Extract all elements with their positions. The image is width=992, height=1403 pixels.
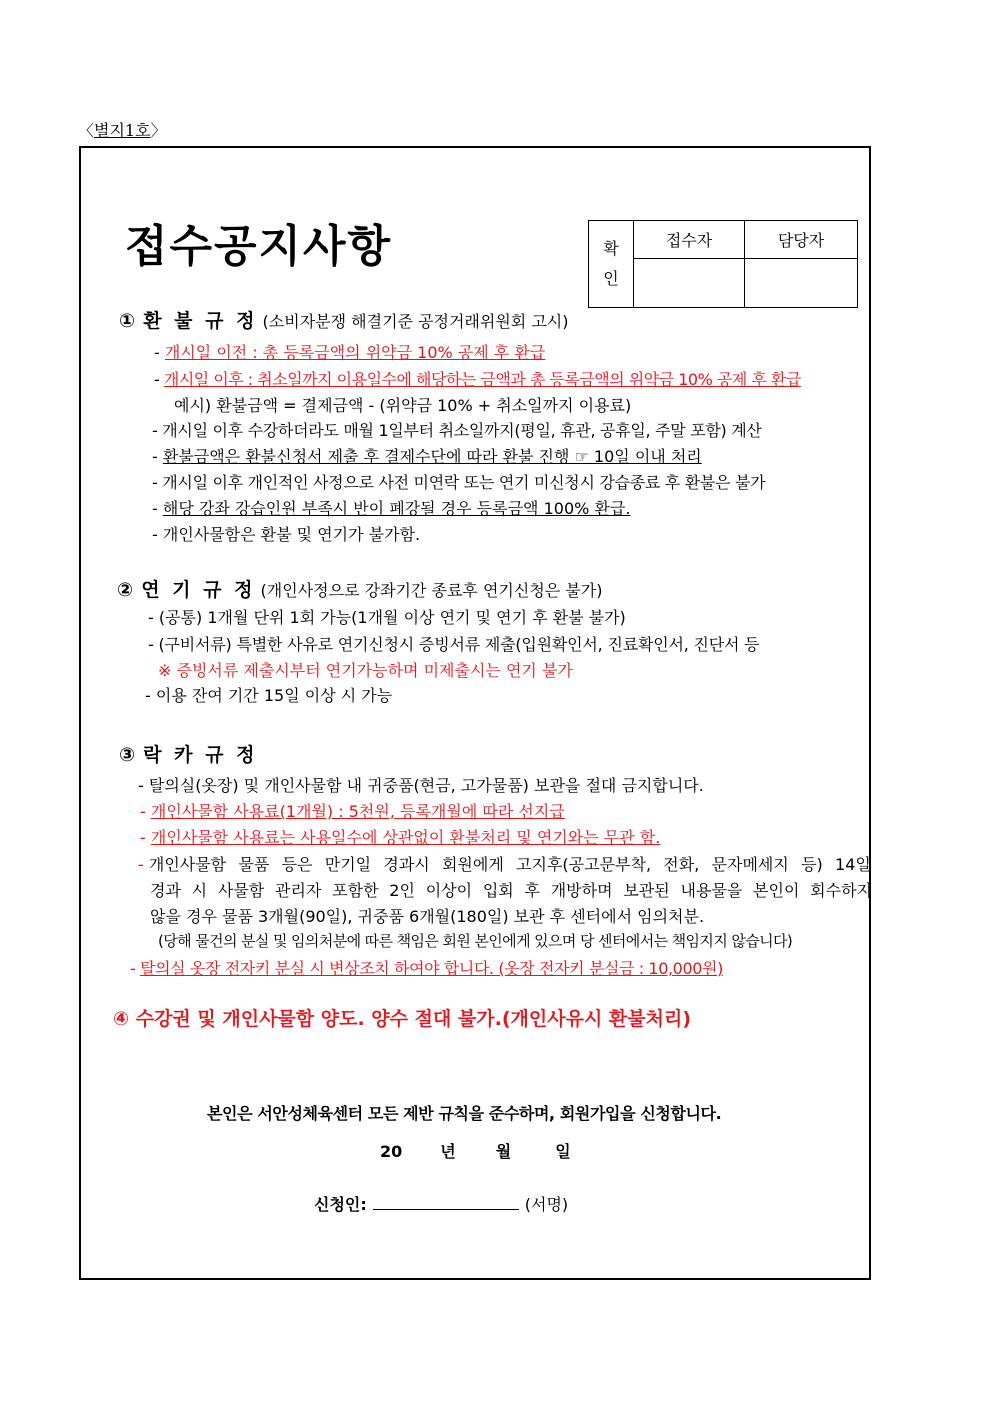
sec1-item: - 개시일 이후 : 취소일까지 이용일수에 해당하는 금액과 총 등록금액의 위약금 10% 공제 후 환급 (154, 370, 801, 389)
receiver-header: 접수자 (634, 221, 745, 259)
signature-line: 신청인: (서명) (314, 1195, 569, 1214)
sec1-item: - 개인사물함은 환불 및 연기가 불가함. (152, 525, 421, 544)
manager-sign-cell (745, 259, 858, 308)
sec3-item-cont: 경과 시 사물함 관리자 포함한 2인 이상이 입회 후 개방하며 보관된 내용물을 본인이 회수하지 (150, 881, 872, 900)
page-title: 접수공지사항 (125, 221, 393, 272)
pledge-text: 본인은 서안성체육센터 모든 제반 규칙을 준수하며, 회원가입을 신청합니다. (207, 1104, 722, 1123)
sec3-item: - 탈의실 옷장 전자키 분실 시 변상조치 하여야 합니다. (옷장 전자키 분실금 : 10,000원) (130, 959, 723, 978)
sec2-note: ※ 증빙서류 제출시부터 연기가능하며 미제출시는 연기 불가 (158, 661, 573, 680)
manager-header: 담당자 (745, 221, 858, 259)
receiver-sign-cell (634, 259, 745, 308)
date-line: 20 년 월 일 (380, 1142, 571, 1161)
sec3-note: (당해 물건의 분실 및 임의처분에 따른 책임은 회원 본인에게 있으며 당 센터에서는 책임지지 않습니다) (158, 932, 793, 950)
sec1-item: - 개시일 이후 개인적인 사정으로 사전 미연락 또는 연기 미신청시 강습종료 후 환불은 불가 (152, 473, 766, 492)
sec1-item: - 개시일 이전 : 총 등록금액의 위약금 10% 공제 후 환급 (154, 343, 546, 362)
sec3-item-cont: 않을 경우 물품 3개월(90일), 귀중품 6개월(180일) 보관 후 센터에서 임의처분. (150, 907, 705, 926)
sec3-heading: ③ 락 카 규 정 (119, 744, 258, 766)
sec2-item: - (구비서류) 특별한 사유로 연기신청시 증빙서류 제출(입원확인서, 진료확인서, 진단서 등 (148, 635, 760, 654)
confirm-label: 확 인 (589, 221, 634, 308)
sec3-item: - 개인사물함 사용료(1개월) : 5천원, 등록개월에 따라 선지급 (140, 802, 565, 821)
sec1-example: 예시) 환불금액 = 결제금액 - (위약금 10% + 취소일까지 이용료) (174, 396, 632, 415)
sec1-item: - 환불금액은 환불신청서 제출 후 결제수단에 따라 환불 진행 ☞ 10일 이내 처리 (152, 447, 702, 466)
sec2-item: - 이용 잔여 기간 15일 이상 시 가능 (145, 686, 393, 705)
sec3-item: - 개인사물함 물품 등은 만기일 경과시 회원에게 고지후(공고문부착, 전화, 문자메세지 등) 14일 (138, 855, 871, 874)
sec3-item: - 탈의실(옷장) 및 개인사물함 내 귀중품(현금, 고가물품) 보관을 절대 금지합니다. (138, 776, 704, 795)
signature-field[interactable] (373, 1193, 519, 1210)
sec1-heading: ① 환 불 규 정 (소비자분쟁 해결기준 공정거래위원회 고시) (119, 310, 569, 332)
sec3-item: - 개인사물함 사용료는 사용일수에 상관없이 환불처리 및 연기와는 무관 함. (140, 828, 661, 847)
sec2-heading: ② 연 기 규 정 (개인사정으로 강좌기간 종료후 연기신청은 불가) (117, 579, 603, 601)
confirm-box (588, 220, 858, 308)
sec4-notice: ④ 수강권 및 개인사물함 양도. 양수 절대 불가.(개인사유시 환불처리) (113, 1008, 692, 1030)
sec2-item: - (공통) 1개월 단위 1회 가능(1개월 이상 연기 및 연기 후 환불 불가) (148, 608, 626, 627)
attachment-label: 〈별지1호〉 (78, 121, 167, 140)
sec1-item: - 해당 강좌 강습인원 부족시 반이 폐강될 경우 등록금액 100% 환급. (152, 499, 631, 518)
sec1-item: - 개시일 이후 수강하더라도 매월 1일부터 취소일까지(평일, 휴관, 공휴일, 주말 포함) 계산 (152, 421, 762, 440)
